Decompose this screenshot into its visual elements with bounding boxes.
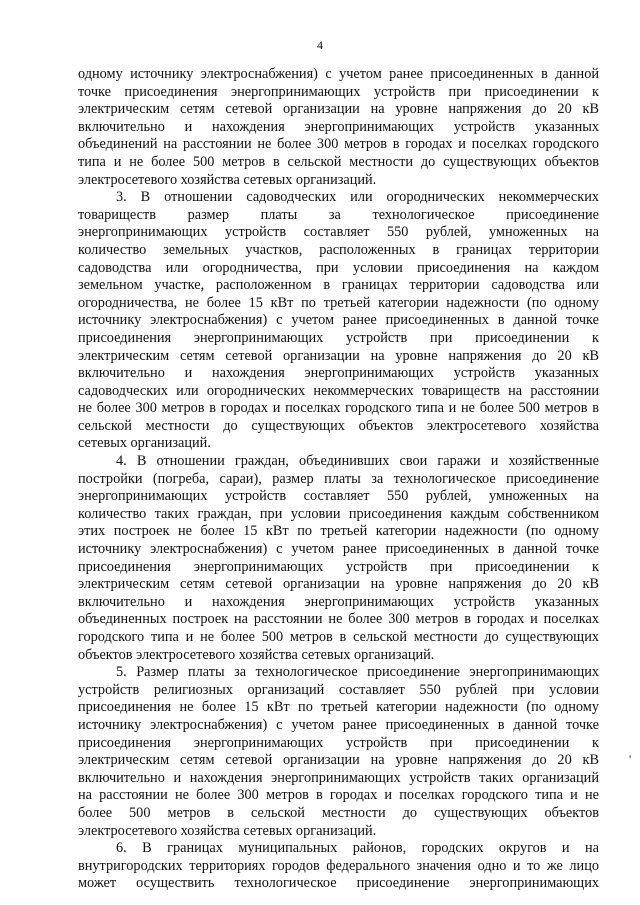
text-line: типа и не более 500 метров в сельской местности до существующих объектов bbox=[78, 153, 599, 170]
text-line: земельном участке, расположенном в границах территории садоводства или bbox=[78, 277, 599, 294]
text-line: присоединения энергопринимающих устройств при присоединении к bbox=[78, 329, 599, 346]
margin-mark: ' bbox=[629, 752, 632, 766]
text-line: может осуществить технологическое присоединение энергопринимающих bbox=[78, 875, 599, 892]
text-line: электросетевого хозяйства сетевых организаций. bbox=[78, 171, 377, 188]
text-line: садоводства или огородничества, при условии присоединения на каждом bbox=[78, 259, 599, 276]
text-line: сельской местности до существующих объектов электросетевого хозяйства bbox=[78, 417, 599, 434]
text-line: включительно и нахождения энергопринимающих устройств указанных bbox=[78, 365, 599, 382]
text-line: внутригородских территориях городов федерального значения одно и то же лицо bbox=[78, 857, 599, 874]
text-line: на расстоянии не более 300 метров в городах и поселках городского типа и не bbox=[78, 787, 599, 804]
text-line: товариществ размер платы за технологическое присоединение bbox=[78, 206, 599, 223]
text-line: объединенных построек на расстоянии не более 300 метров в городах и поселках bbox=[78, 611, 599, 628]
text-line: одному источнику электроснабжения) с учетом ранее присоединенных в данной bbox=[78, 66, 599, 82]
text-line: присоединения энергопринимающих устройств при присоединении к bbox=[78, 558, 599, 575]
text-line: электрическим сетям сетевой организации на уровне напряжения до 20 кВ bbox=[78, 752, 599, 769]
text-line: источнику электроснабжения) с учетом ранее присоединенных в данной точке bbox=[78, 716, 599, 733]
text-line: устройств религиозных организаций составляет 550 рублей при условии bbox=[78, 681, 599, 698]
text-line: постройки (погреба, сараи), размер платы за технологическое присоединение bbox=[78, 470, 599, 487]
text-line: огородничества, не более 15 кВт по третьей категории надежности (по одному bbox=[78, 294, 599, 311]
text-line: сетевых организаций. bbox=[78, 435, 211, 452]
text-line: электросетевого хозяйства сетевых организаций. bbox=[78, 822, 377, 839]
text-line: 5. Размер платы за технологическое присоединение энергопринимающих bbox=[116, 664, 599, 681]
text-line: электрическим сетям сетевой организации на уровне напряжения до 20 кВ bbox=[78, 576, 599, 593]
text-line: источнику электроснабжения) с учетом ранее присоединенных в данной точке bbox=[78, 312, 599, 329]
text-line: присоединения энергопринимающих устройств при присоединении к bbox=[78, 734, 599, 751]
text-line: объектов электросетевого хозяйства сетевых организаций. bbox=[78, 646, 435, 663]
text-line: объединений на расстоянии не более 300 метров в городах и поселках городского bbox=[78, 136, 599, 153]
text-line: количество таких граждан, при условии присоединения каждым собственником bbox=[78, 505, 599, 522]
text-line: городского типа и не более 500 метров в сельской местности до существующих bbox=[78, 629, 599, 645]
document-body bbox=[78, 66, 599, 893]
text-line: 3. В отношении садоводческих или огороднических некоммерческих bbox=[116, 189, 599, 206]
text-line: энергопринимающих устройств составляет 550 рублей, умноженных на bbox=[78, 224, 599, 241]
text-line: точке присоединения энергопринимающих устройств при присоединении к bbox=[78, 83, 599, 100]
text-line: источнику электроснабжения) с учетом ранее присоединенных в данной точке bbox=[78, 541, 599, 558]
text-line: более 500 метров в сельской местности до существующих объектов bbox=[78, 804, 599, 821]
text-line: 6. В границах муниципальных районов, городских округов и на bbox=[116, 840, 599, 857]
text-line: количество земельных участков, расположенных в границах территории bbox=[78, 241, 599, 258]
text-line: садоводческих или огороднических некоммерческих товариществ на расстоянии bbox=[78, 382, 599, 399]
text-line: электрическим сетям сетевой организации на уровне напряжения до 20 кВ bbox=[78, 101, 599, 118]
text-line: этих построек не более 15 кВт по третьей категории надежности (по одному bbox=[78, 523, 599, 540]
text-line: включительно и нахождения энергопринимающих устройств указанных bbox=[78, 118, 599, 135]
text-line: присоединения не более 15 кВт по третьей категории надежности (по одному bbox=[78, 699, 599, 716]
text-line: не более 300 метров в городах и поселках городского типа и не более 500 метров в bbox=[78, 400, 599, 417]
text-line: электрическим сетям сетевой организации на уровне напряжения до 20 кВ bbox=[78, 347, 599, 364]
text-line: включительно и нахождения энергопринимающих устройств таких организаций bbox=[78, 769, 599, 786]
text-line: включительно и нахождения энергопринимающих устройств указанных bbox=[78, 593, 599, 610]
page-number: 4 bbox=[317, 38, 323, 52]
text-line: энергопринимающих устройств составляет 550 рублей, умноженных на bbox=[78, 488, 599, 505]
text-line: 4. В отношении граждан, объединивших свои гаражи и хозяйственные bbox=[116, 453, 599, 470]
